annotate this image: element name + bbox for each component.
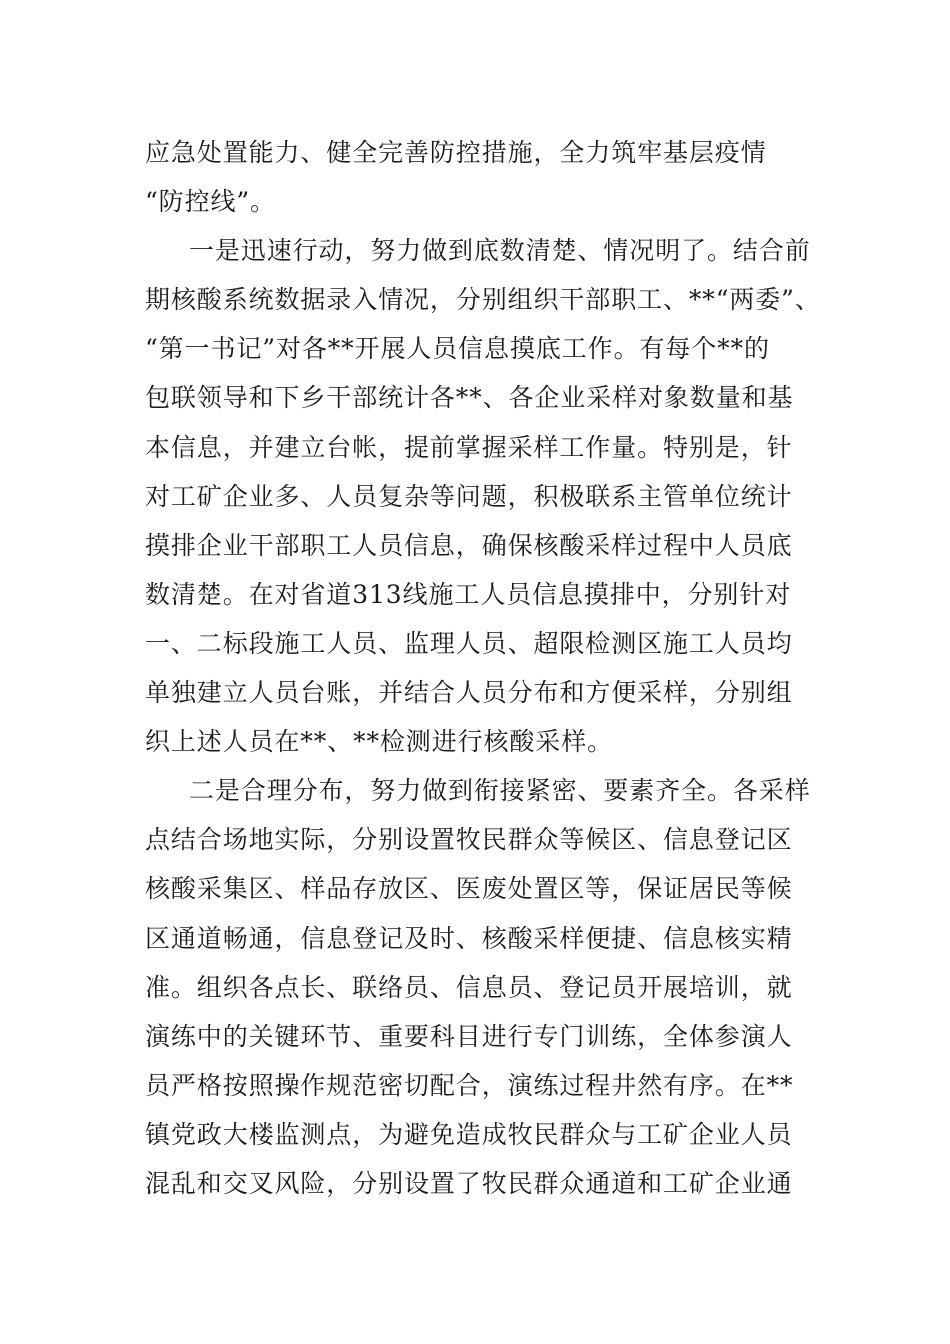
text-line: “第一书记”对各**开展人员信息摸底工作。有每个**的	[145, 334, 770, 364]
text-line: 单独建立人员台账，并结合人员分布和方便采样，分别组	[145, 678, 793, 708]
text-line: 准。组织各点长、联络员、信息员、登记员开展培训，就	[145, 972, 793, 1002]
text-line: 本信息，并建立台帐，提前掌握采样工作量。特别是，针	[145, 432, 793, 462]
text-line: 演练中的关键环节、重要科目进行专门训练，全体参演人	[145, 1021, 793, 1051]
text-line: 核酸采集区、样品存放区、医废处置区等，保证居民等候	[145, 874, 793, 904]
text-line: 对工矿企业多、人员复杂等问题，积极联系主管单位统计	[145, 481, 793, 511]
text-line: 员严格按照操作规范密切配合，演练过程井然有序。在**	[145, 1070, 794, 1100]
text-line: 区通道畅通，信息登记及时、核酸采样便捷、信息核实精	[145, 923, 793, 953]
text-line: 摸排企业干部职工人员信息，确保核酸采样过程中人员底	[145, 530, 793, 560]
text-line: 数清楚。在对省道313线施工人员信息摸排中，分别针对	[145, 579, 792, 609]
text-line: 应急处置能力、健全完善防控措施，全力筑牢基层疫情	[145, 138, 767, 167]
text-line: 一是迅速行动，努力做到底数清楚、情况明了。结合前	[189, 236, 811, 266]
document-body	[145, 128, 821, 1208]
text-line: 织上述人员在**、**检测进行核酸采样。	[145, 727, 614, 757]
text-line: 二是合理分布，努力做到衔接紧密、要素齐全。各采样	[189, 776, 811, 806]
text-line: 混乱和交叉风险，分别设置了牧民群众通道和工矿企业通	[145, 1168, 793, 1198]
text-line: 镇党政大楼监测点，为避免造成牧民群众与工矿企业人员	[145, 1119, 793, 1149]
text-line: 期核酸系统数据录入情况，分别组织干部职工、**“两委”、	[145, 285, 821, 315]
text-line: 点结合场地实际，分别设置牧民群众等候区、信息登记区	[145, 825, 793, 855]
text-line: 一、二标段施工人员、监理人员、超限检测区施工人员均	[145, 628, 793, 658]
text-line: “防控线”。	[145, 187, 276, 217]
text-line: 包联领导和下乡干部统计各**、各企业采样对象数量和基	[145, 383, 794, 413]
